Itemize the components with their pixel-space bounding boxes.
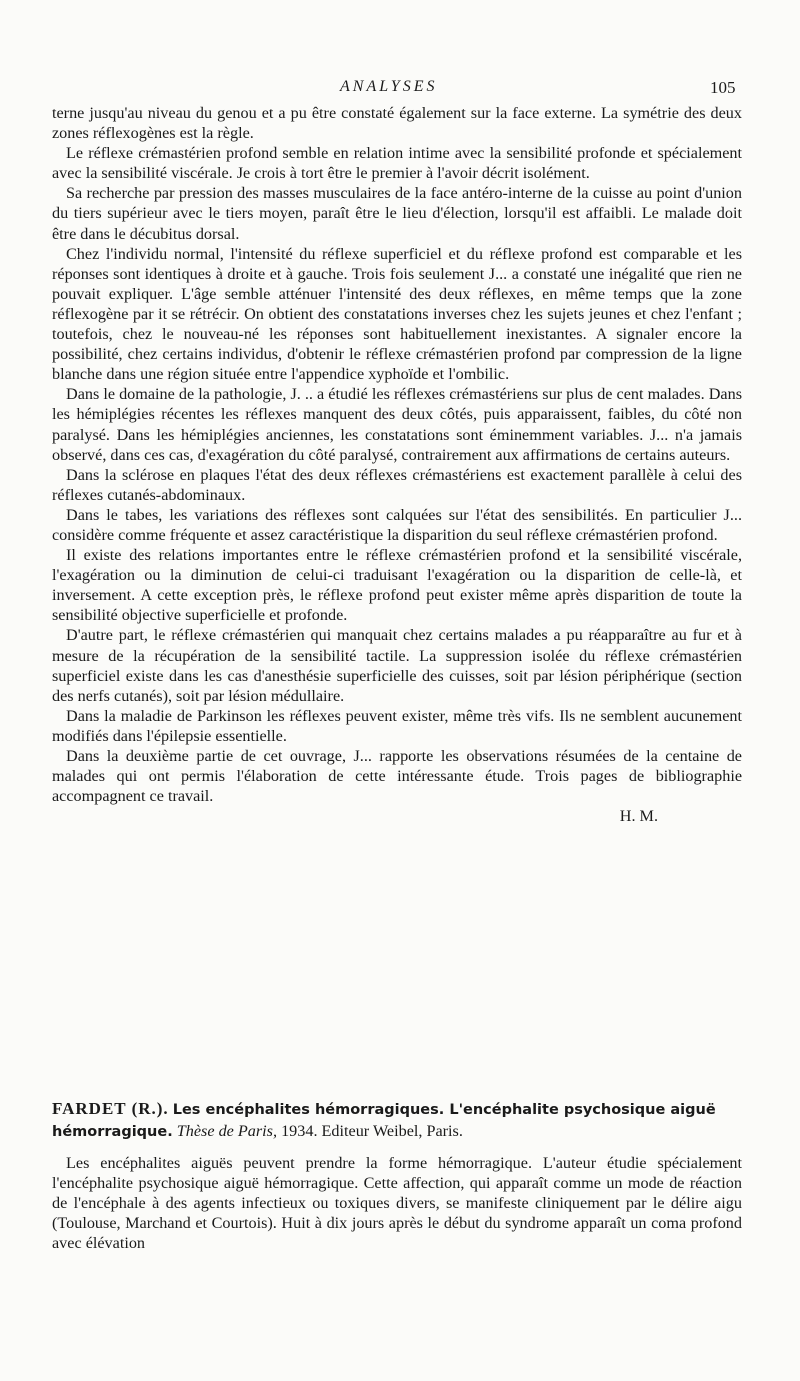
paragraph: Chez l'individu normal, l'intensité du réflexe superficiel et du réflexe profond est comparable et les réponses sont identiques à droite et à gauche. Trois fois seulement J... a constaté une inégalité que rien ne pouvait expliquer. L'âge semble atténuer l'intensité des deux réflexes, en même temps que la zone réflexogène par it se rétrécir. On obtient des constatations inverses chez les sujets jeunes et chez l'enfant ; toutefois, chez le nouveau-né les réponses sont habituellement inexistantes. A signaler encore la possibilité, chez certains individus, d'obtenir le réflexe crémastérien profond par compression de la ligne blanche dans une région située entre l'appendice xyphoïde et l'ombilic. [52,244,742,384]
paragraph: Dans le domaine de la pathologie, J. .. a étudié les réflexes crémastériens sur plus de cent malades. Dans les hémiplégies récentes les réflexes manquent des deux côtés, puis apparaissent, faibles, du côté non paralysé. Dans les hémiplégies anciennes, les constatations sont éminemment variables. J... n'a jamais observé, dans ces cas, d'exagération du côté paralysé, contrairement aux affirmations de certains auteurs. [52,385,742,464]
paragraph: terne jusqu'au niveau du genou et a pu être constaté également sur la face externe. La symétrie des deux zones réflexogènes est la règle. [52,104,742,143]
review-article-1 [52,103,742,826]
reference-publication: 1934. Editeur Weibel, Paris. [281,1122,463,1140]
signature-line [52,806,742,826]
paragraph: Dans le tabes, les variations des réflexes sont calquées sur l'état des sensibilités. En particulier J... considère comme fréquente et assez caractéristique la disparition du seul réflexe crémastérien profond. [52,505,742,544]
paragraph: Les encéphalites aiguës peuvent prendre la forme hémorragique. L'auteur étudie spécialement l'encéphalite psychosique aiguë hémorragique. Cette affection, qui apparaît comme un mode de réaction de l'encéphale à des agents infectieux ou toxiques divers, se manifeste cliniquement par le délire aigu (Toulouse, Marchand et Courtois). Huit à dix jours après le début du syndrome apparaît un coma profond avec élévation [52,1154,742,1253]
reference-title: Les encéphalites hémorragiques. L'encéphalite psychosique aiguë hémorragique. [52,1102,716,1140]
paragraph: Sa recherche par pression des masses musculaires de la face antéro-interne de la cuisse au point d'union du tiers supérieur avec le tiers moyen, paraît être le lieu d'élection, lorsqu'il est affaibli. Le malade doit être dans le décubitus dorsal. [52,184,742,243]
paragraph: Le réflexe crémastérien profond semble en relation intime avec la sensibilité profonde et spécialement avec la sensibilité viscérale. Je crois à tort être le premier à l'avoir décrit isolément. [52,144,742,183]
paragraph: Il existe des relations importantes entre le réflexe crémastérien profond et la sensibilité viscérale, l'exagération ou la diminution de celui-ci traduisant l'exagération ou la disparition de celle-là, et inversement. A cette exception près, le réflexe profond peut exister même après disparition de toute la sensibilité objective superficielle et profonde. [52,546,742,625]
page-number: 105 [710,78,736,97]
reviewer-signature: H. M. [619,807,658,826]
reference-author: FARDET (R.). [52,1099,169,1118]
reference-thesis: Thèse de Paris, [176,1122,278,1140]
paragraph: Dans la sclérose en plaques l'état des deux réflexes crémastériens est exactement parallèle à celui des réflexes cutanés-abdominaux. [52,465,742,504]
review-article-2 [52,1098,742,1253]
paragraph: Dans la deuxième partie de cet ouvrage, J... rapporte les observations résumées de la centaine de malades qui ont permis l'élaboration de cette intéressante étude. Trois pages de bibliographie accompagnent ce travail. [52,747,742,806]
bibliographic-reference [52,1098,742,1143]
running-title: ANALYSES [340,78,438,95]
paragraph: D'autre part, le réflexe crémastérien qui manquait chez certains malades a pu réapparaître au fur et à mesure de la récupération de la sensibilité tactile. La suppression isolée du réflexe crémastérien superficiel existe dans les cas d'anesthésie superficielle des cuisses, soit par lésion périphérique (section des nerfs cutanés), soit par lésion médullaire. [52,626,742,705]
paragraph: Dans la maladie de Parkinson les réflexes peuvent exister, même très vifs. Ils ne semblent aucunement modifiés dans l'épilepsie essentielle. [52,706,742,745]
